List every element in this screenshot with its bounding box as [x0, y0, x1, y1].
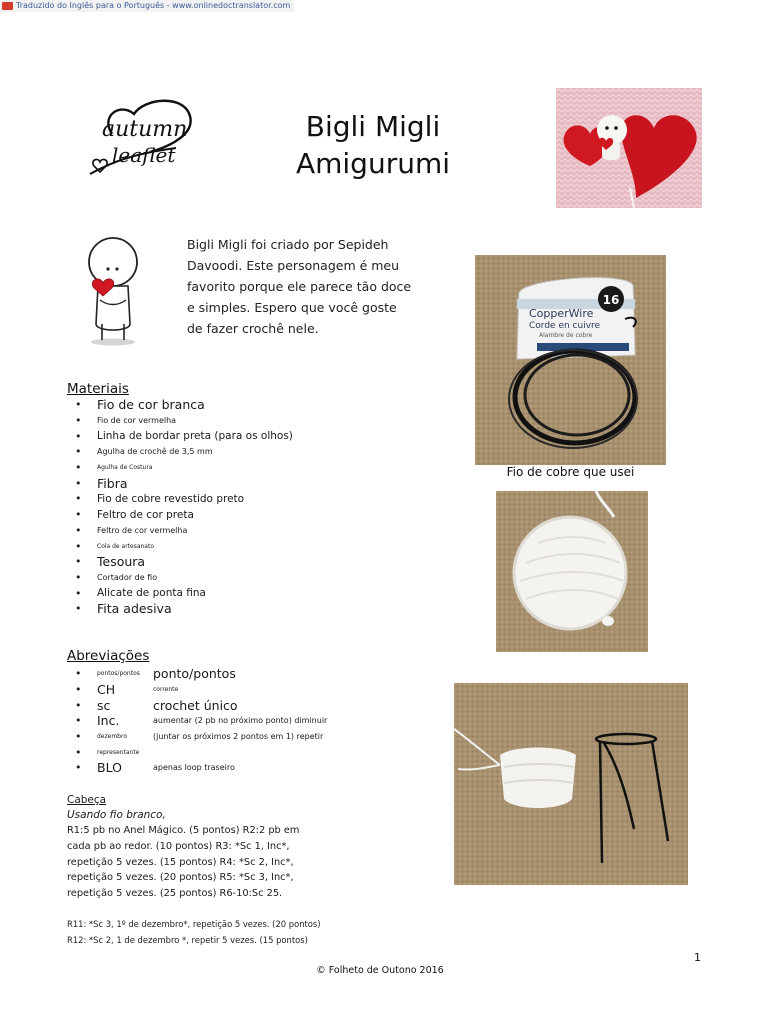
abbreviation-key: • Inc. [97, 713, 120, 729]
abbreviation-row [67, 729, 387, 745]
hearts-photo [556, 88, 702, 208]
instruction-line: cada pb ao redor. (10 pontos) R3: *Sc 1, Inc*, [67, 840, 290, 852]
head-notes [67, 917, 427, 949]
material-item [67, 444, 367, 460]
material-item [67, 428, 367, 444]
title-line-1: Bigli Migli [305, 110, 441, 143]
logo-text-top: autumn [102, 117, 188, 142]
head-subheading: Usando fio branco, [67, 809, 166, 821]
abbreviation-value: corrente [153, 686, 179, 694]
material-item [67, 538, 367, 554]
logo-text-bottom: leaflet [112, 143, 176, 167]
abbreviation-key: • sc [97, 697, 111, 713]
abbreviation-row [67, 760, 387, 776]
material-item [67, 397, 367, 413]
abbreviation-value: crochet único [153, 697, 238, 713]
translator-link[interactable]: Traduzido do Inglês para o Português - www.onlinedoctranslator.com [16, 1, 291, 10]
material-item [67, 523, 367, 539]
abbreviation-value: (juntar os próximos 2 pontos em 1) repetir [153, 732, 324, 742]
material-label: • Agulha de Costura [97, 464, 153, 472]
wire-small-text: Alambre de cobre [539, 332, 593, 339]
material-item [67, 585, 367, 601]
abbreviation-key: • BLO [97, 760, 122, 776]
material-label: • Fio de cobre revestido preto [97, 492, 245, 505]
material-label: • Fio de cor branca [97, 397, 205, 413]
material-label: • Alicate de ponta fina [97, 587, 206, 600]
footer-copyright: © Folheto de Outono 2016 [316, 965, 444, 976]
copper-wire-photo [475, 255, 666, 465]
abbreviation-row [67, 666, 387, 682]
material-item [67, 570, 367, 586]
material-label: • Cola de artesanato [97, 542, 155, 550]
title-line-2: Amigurumi [295, 147, 451, 180]
head-instructions [67, 823, 307, 902]
head-heading: Cabeça [67, 794, 107, 806]
abbreviations-list [67, 666, 387, 776]
note-line: R11: *Sc 3, 1º de dezembro*, repetição 5 vezes. (20 pontos) [67, 919, 321, 929]
translator-icon [2, 2, 13, 10]
material-label: • Fibra [97, 475, 128, 491]
abbreviation-key: • pontos/pontos [97, 670, 140, 678]
material-label: • Agulha de crochê de 3,5 mm [97, 447, 213, 457]
material-label: • Cortador de fio [97, 572, 158, 582]
page-title [255, 108, 491, 182]
abbreviations-heading: Abreviações [67, 648, 150, 664]
material-label: • Feltro de cor preta [97, 508, 194, 521]
material-item [67, 601, 367, 617]
autumn-leaflet-logo [72, 90, 214, 182]
wire-subtitle: Corde en cuivre [529, 321, 601, 331]
materials-heading: Materiais [67, 381, 129, 397]
material-item [67, 413, 367, 429]
abbreviation-row [67, 697, 387, 713]
abbreviation-key: • representante [97, 748, 140, 756]
abbreviation-key: • dezembro [97, 733, 127, 741]
abbreviation-row [67, 682, 387, 698]
head-and-frame-photo [454, 683, 688, 885]
translator-banner[interactable] [0, 0, 294, 12]
instruction-line: repetição 5 vezes. (20 pontos) R5: *Sc 3, Inc*, [67, 872, 294, 884]
wire-brand: CopperWire [529, 307, 594, 320]
material-item [67, 554, 367, 570]
material-label: • Tesoura [97, 554, 146, 570]
instruction-line: R1:5 pb no Anel Mágico. (5 pontos) R2:2 pb em [67, 825, 300, 836]
abbreviation-value: aumentar (2 pb no próximo ponto) diminuir [153, 716, 328, 726]
abbreviation-value: ponto/pontos [153, 666, 236, 682]
material-label: • Fio de cor vermelha [97, 416, 177, 426]
head-section [67, 793, 307, 902]
abbreviation-key: • CH [97, 682, 116, 698]
abbreviation-value: apenas loop traseiro [153, 763, 235, 773]
instruction-line: repetição 5 vezes. (15 pontos) R4: *Sc 2, Inc*, [67, 856, 294, 868]
instruction-line: repetição 5 vezes. (25 pontos) R6-10:Sc 25. [67, 888, 283, 900]
material-label: • Fita adesiva [97, 601, 172, 617]
character-illustration [80, 236, 146, 348]
note-line: R12: *Sc 2, 1 de dezembro *, repetir 5 vezes. (15 pontos) [67, 934, 308, 945]
material-item [67, 507, 367, 523]
abbreviation-row [67, 713, 387, 729]
crochet-ball-photo [496, 491, 648, 652]
materials-list [67, 397, 367, 617]
photo-caption: Fio de cobre que usei [506, 465, 635, 479]
intro-paragraph: Bigli Migli foi criado por Sepideh Davoodi. Este personagem é meu favorito porque ele parece tão doce e simples. Espero que você goste de fazer crochê nele. [187, 237, 412, 336]
material-item [67, 491, 367, 507]
page-number: 1 [694, 951, 701, 964]
material-label: • Feltro de cor vermelha [97, 525, 188, 535]
wire-gauge: 16 [602, 293, 620, 307]
material-item [67, 475, 367, 491]
material-item [67, 460, 367, 476]
material-label: • Linha de bordar preta (para os olhos) [97, 430, 293, 443]
abbreviation-row [67, 744, 387, 760]
